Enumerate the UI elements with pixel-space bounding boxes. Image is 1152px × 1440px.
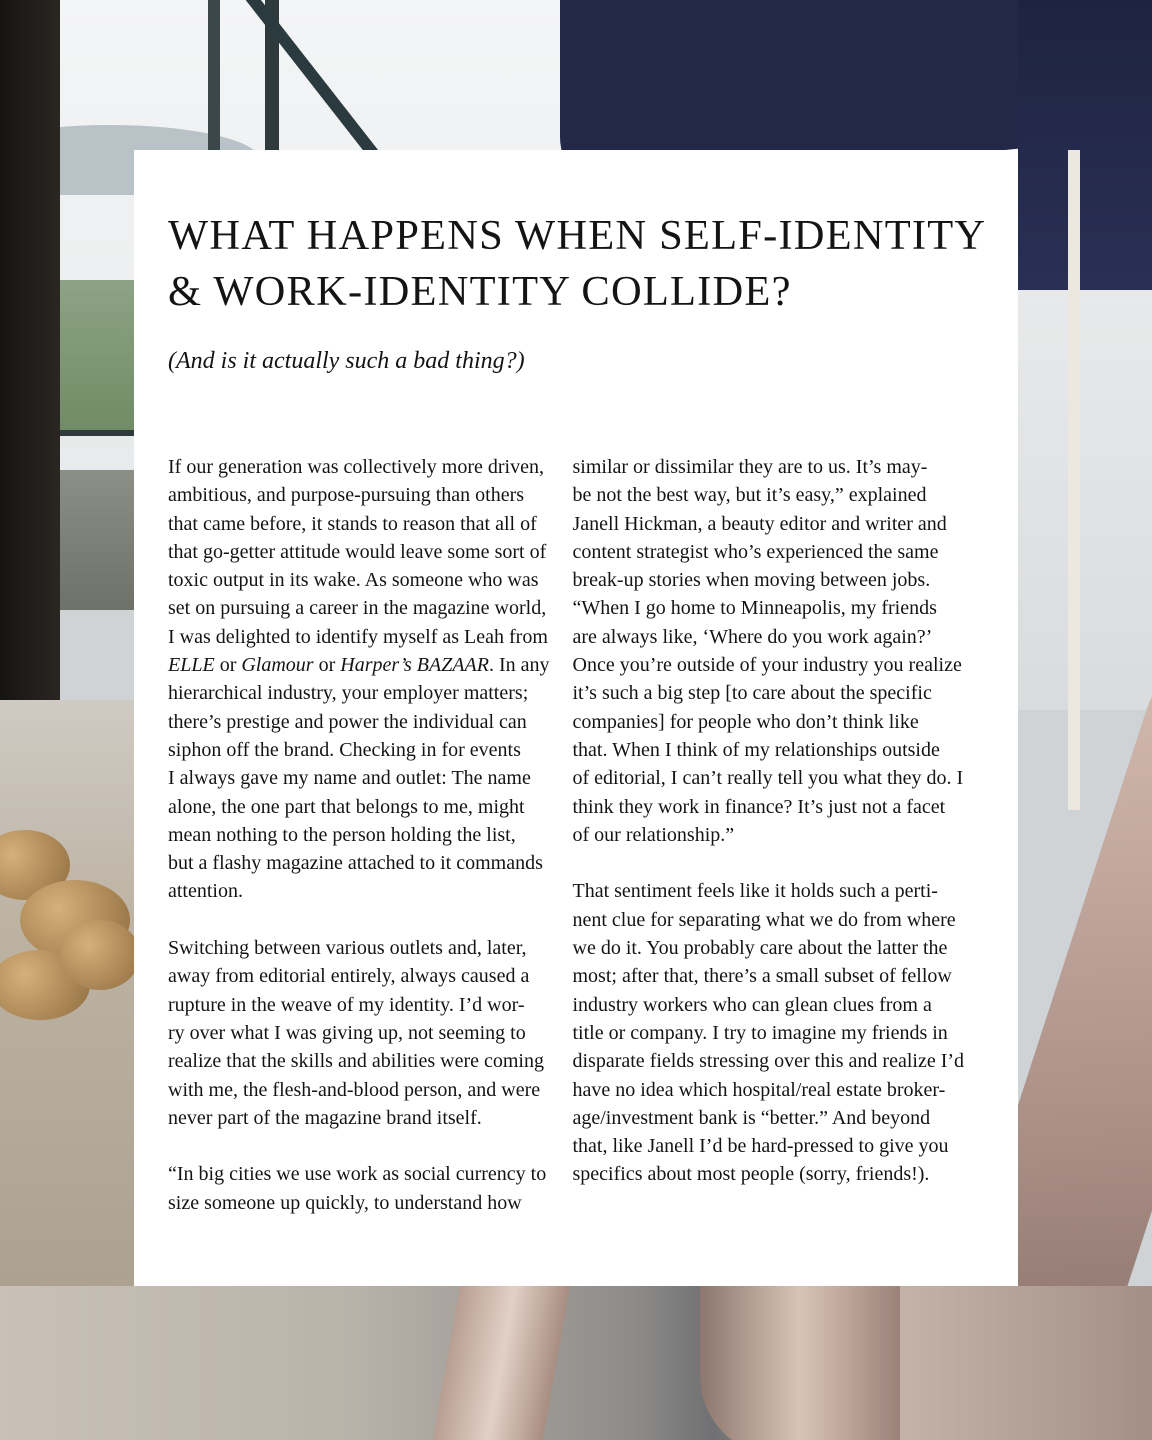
body-line: ry over what I was giving up, not seeming to bbox=[168, 1021, 526, 1044]
body-line: we do it. You probably care about the latter the bbox=[572, 937, 948, 960]
body-line: never part of the magazine brand itself. bbox=[168, 1106, 482, 1129]
body-line: set on pursuing a career in the magazine world, bbox=[168, 597, 547, 620]
body-text-fragment: . In any bbox=[488, 654, 550, 677]
body-line: Janell Hickman, a beauty editor and writer and bbox=[572, 512, 947, 535]
body-line: that. When I think of my relationships outside bbox=[572, 738, 940, 761]
magazine-title: Harper’s BAZAAR bbox=[340, 654, 489, 677]
headline bbox=[168, 208, 987, 320]
body-line: content strategist who’s experienced the same bbox=[572, 540, 939, 563]
body-line: realize that the skills and abilities were coming bbox=[168, 1050, 544, 1073]
headline-line-1: WHAT HAPPENS WHEN SELF-IDENTITY bbox=[168, 212, 987, 259]
body-line: mean nothing to the person holding the list, bbox=[168, 823, 516, 846]
body-line: are always like, ‘Where do you work again?’ bbox=[572, 625, 933, 648]
body-line: toxic output in its wake. As someone who was bbox=[168, 569, 539, 592]
body-line: of our relationship.” bbox=[572, 823, 735, 846]
body-columns bbox=[168, 453, 984, 1217]
body-line: that go-getter attitude would leave some sort of bbox=[168, 540, 547, 563]
body-text-fragment: or bbox=[214, 654, 242, 677]
body-line: “In big cities we use work as social currency to bbox=[168, 1163, 547, 1186]
body-line: Once you’re outside of your industry you realize bbox=[572, 654, 962, 677]
body-line: hierarchical industry, your employer matters; bbox=[168, 682, 529, 705]
article-card bbox=[134, 150, 1018, 1286]
floor bbox=[0, 1286, 1152, 1440]
body-line: rupture in the weave of my identity. I’d wor- bbox=[168, 993, 525, 1016]
body-line: I was delighted to identify myself as Leah from bbox=[168, 625, 548, 648]
body-line: disparate fields stressing over this and realize I’d bbox=[572, 1050, 965, 1073]
body-line: that, like Janell I’d be hard-pressed to give you bbox=[572, 1135, 949, 1158]
body-line: have no idea which hospital/real estate broker- bbox=[572, 1078, 946, 1101]
body-line: think they work in finance? It’s just not a facet bbox=[572, 795, 946, 818]
body-line: that came before, it stands to reason that all of bbox=[168, 512, 537, 535]
body-line: size someone up quickly, to understand how bbox=[168, 1191, 522, 1214]
body-line bbox=[168, 651, 573, 679]
body-line: attention. bbox=[168, 880, 243, 903]
dark-post bbox=[0, 0, 60, 720]
body-line: with me, the flesh-and-blood person, and were bbox=[168, 1078, 541, 1101]
magazine-title: Glamour bbox=[241, 654, 314, 677]
paragraph-break bbox=[573, 849, 985, 877]
body-line: be not the best way, but it’s easy,” explained bbox=[572, 484, 927, 507]
subheadline: (And is it actually such a bad thing?) bbox=[168, 348, 525, 374]
body-line: title or company. I try to imagine my friends in bbox=[572, 1021, 948, 1044]
body-text-fragment: or bbox=[313, 654, 341, 677]
body-line: That sentiment feels like it holds such a perti- bbox=[572, 880, 938, 903]
body-line: break-up stories when moving between jobs. bbox=[572, 569, 931, 592]
body-line: I always gave my name and outlet: The name bbox=[168, 767, 531, 790]
body-line: Switching between various outlets and, later, bbox=[168, 937, 527, 960]
body-line: similar or dissimilar they are to us. It’s may- bbox=[572, 456, 928, 478]
body-column-left bbox=[168, 453, 573, 1217]
body-line: of editorial, I can’t really tell you what they do. I bbox=[572, 767, 964, 790]
window-frame bbox=[208, 0, 220, 150]
paragraph-break bbox=[168, 1132, 573, 1160]
body-line: industry workers who can glean clues from a bbox=[572, 993, 932, 1016]
body-line: away from editorial entirely, always caused a bbox=[168, 965, 530, 988]
paragraph-break bbox=[168, 906, 573, 934]
sequined-leg bbox=[700, 1286, 900, 1440]
navy-umbrella-canopy bbox=[1018, 0, 1152, 290]
headline-line-2: & WORK-IDENTITY COLLIDE? bbox=[168, 268, 792, 315]
body-line: ambitious, and purpose-pursuing than others bbox=[168, 484, 525, 507]
body-line: specifics about most people (sorry, friends!). bbox=[572, 1163, 930, 1186]
body-column-right bbox=[573, 453, 985, 1217]
umbrella-pole bbox=[1068, 150, 1080, 810]
body-line: there’s prestige and power the individual can bbox=[168, 710, 527, 733]
body-line: most; after that, there’s a small subset of fellow bbox=[572, 965, 952, 988]
body-line: nent clue for separating what we do from where bbox=[572, 908, 956, 931]
body-line: siphon off the brand. Checking in for events bbox=[168, 738, 521, 761]
sea bbox=[1018, 290, 1152, 710]
rock bbox=[60, 920, 140, 990]
body-line: it’s such a big step [to care about the specific bbox=[572, 682, 932, 705]
magazine-title: ELLE bbox=[168, 654, 215, 677]
body-line: “When I go home to Minneapolis, my friends bbox=[572, 597, 937, 620]
body-line: companies] for people who don’t think like bbox=[572, 710, 919, 733]
body-line: but a flashy magazine attached to it commands bbox=[168, 852, 543, 875]
body-line: If our generation was collectively more driven, bbox=[168, 456, 544, 478]
body-line: age/investment bank is “better.” And beyond bbox=[572, 1106, 931, 1129]
body-line: alone, the one part that belongs to me, might bbox=[168, 795, 525, 818]
